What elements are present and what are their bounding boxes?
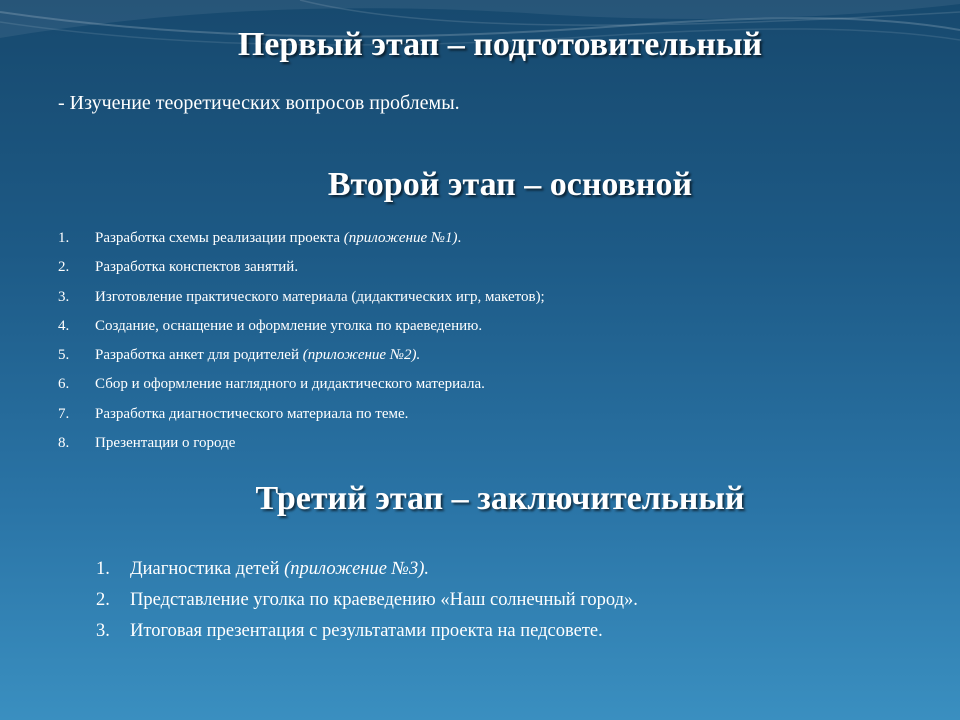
item-reference: (приложение №3). <box>284 559 430 579</box>
item-main-text: Диагностика детей <box>130 559 285 579</box>
list-item <box>58 404 545 433</box>
list-item <box>58 316 545 345</box>
stage1-text: - Изучение теоретических вопросов проблемы. <box>58 92 460 114</box>
item-main-text: Разработка диагностического материала по теме. <box>95 405 409 422</box>
list-item <box>96 558 638 589</box>
item-number: 7. <box>58 405 70 422</box>
item-text <box>130 558 429 589</box>
item-reference: (приложение №2). <box>302 347 421 364</box>
item-number: 8. <box>58 435 70 452</box>
item-text <box>95 404 408 433</box>
item-tail: . <box>457 230 462 246</box>
item-number: 5. <box>58 347 70 364</box>
item-text <box>130 620 603 651</box>
item-main-text: Представление уголка по краеведению «Наш солнечный город». <box>130 590 638 610</box>
item-text <box>95 287 545 316</box>
item-text <box>95 433 235 462</box>
item-number: 3. <box>96 621 110 641</box>
item-text <box>95 228 461 257</box>
list-item <box>58 257 545 286</box>
stage3-list <box>96 558 638 651</box>
item-number: 2. <box>58 259 70 276</box>
item-main-text: Создание, оснащение и оформление уголка по краеведению. <box>95 317 483 334</box>
item-main-text: Разработка конспектов занятий. <box>95 259 299 276</box>
stage2-list <box>58 228 545 462</box>
list-item <box>96 589 638 620</box>
item-number: 6. <box>58 376 70 393</box>
item-text <box>130 589 638 620</box>
list-item <box>58 228 545 257</box>
item-main-text: Итоговая презентация с результатами проекта на педсовете. <box>130 621 603 641</box>
list-item <box>58 433 545 462</box>
item-number: 2. <box>96 590 110 610</box>
item-text <box>95 316 482 345</box>
list-item <box>58 345 545 374</box>
item-number: 3. <box>58 288 70 305</box>
item-text <box>95 345 420 374</box>
item-main-text: Презентации о городе <box>95 435 236 452</box>
list-item <box>58 374 545 403</box>
stage2-title: Второй этап – основной <box>327 166 693 203</box>
item-reference: (приложение №1) <box>343 230 458 246</box>
item-main-text: Изготовление практического материала (дидактических игр, макетов); <box>95 288 545 305</box>
item-number: 4. <box>58 317 70 334</box>
stage1-title: Первый этап – подготовительный <box>237 26 763 63</box>
item-main-text: Разработка анкет для родителей <box>95 347 303 364</box>
list-item <box>96 620 638 651</box>
item-text <box>95 257 298 286</box>
item-main-text: Разработка схемы реализации проекта <box>95 230 344 246</box>
item-number: 1. <box>96 559 110 579</box>
list-item <box>58 287 545 316</box>
item-number: 1. <box>58 230 70 246</box>
item-main-text: Сбор и оформление наглядного и дидактического материала. <box>95 376 485 393</box>
item-text <box>95 374 485 403</box>
stage3-title: Третий этап – заключительный <box>255 480 745 517</box>
